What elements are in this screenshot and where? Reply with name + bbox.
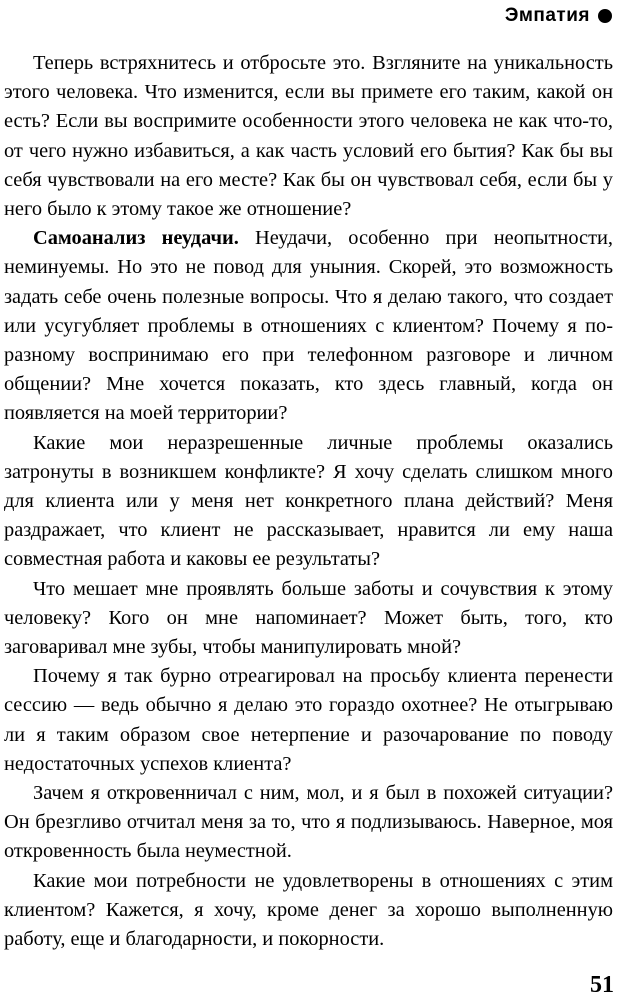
paragraph-text: Почему я так бурно отреагировал на просьбу клиента перенести сессию — ведь обычно я делаю это гораздо охотнее? Не отыгрываю ли я таким образом свое нетерпение и разочарование по поводу недостаточных успехов клиента? [4,665,613,775]
paragraph-6 [4,779,613,867]
paragraph-text: Какие мои неразрешенные личные проблемы оказались затронуты в возникшем конфликте? Я хочу сделать слишком много для клиента или у меня нет конкретного плана действий? Меня раздражает, что клиент не рассказывает, нравится ли ему наша совместная работа и каковы ее результаты? [4,431,613,571]
paragraph-text: Что мешает мне проявлять больше заботы и сочувствия к этому человеку? Кого он мне напоминает? Может быть, того, кто заговаривал мне зубы, чтобы манипулировать мной? [4,577,613,659]
paragraph-4 [4,575,613,663]
paragraph-text: Неудачи, особенно при неопытности, неминуемы. Но это не повод для уныния. Скорей, это возможность задать себе очень полезные вопросы. Что я делаю такого, что создает или усугубляет проблемы в отношениях с клиентом? Почему я по-разному воспринимаю его при телефонном разговоре и личном общении? Мне хочется показать, кто здесь главный, когда он появляется на моей территории? [4,227,614,425]
paragraph-text: Зачем я откровенничал с ним, мол, и я был в похожей ситуации? Он брезгливо отчитал меня за то, что я подлизываюсь. Наверное, моя откровенность была неуместной. [4,782,613,863]
page-number: 51 [590,972,614,998]
running-title: Эмпатия [504,5,590,26]
paragraph-5 [4,662,613,779]
paragraph-3 [4,429,613,575]
bullet-icon [598,9,612,23]
paragraph-1 [4,49,613,224]
running-head [505,4,612,28]
body-text [4,49,613,954]
paragraph-text: Теперь встряхнитесь и отбросьте это. Взгляните на уникальность этого человека. Что изменится, если вы примете его таким, какой он есть? Если вы воспримите особенности этого человека не как что-то, от чего нужно избавиться, а как часть условий его бытия? Как бы вы себя чувствовали на его месте? Как бы он чувствовал себя, если бы у него было к этому такое же отношение? [4,52,613,221]
paragraph-2 [4,224,613,428]
paragraph-7 [4,867,613,955]
paragraph-text: Какие мои потребности не удовлетворены в отношениях с этим клиентом? Кажется, я хочу, кроме денег за хорошо выполненную работу, еще и благодарности, и покорности. [4,869,613,951]
paragraph-lead: Самоанализ неудачи. [33,227,239,250]
